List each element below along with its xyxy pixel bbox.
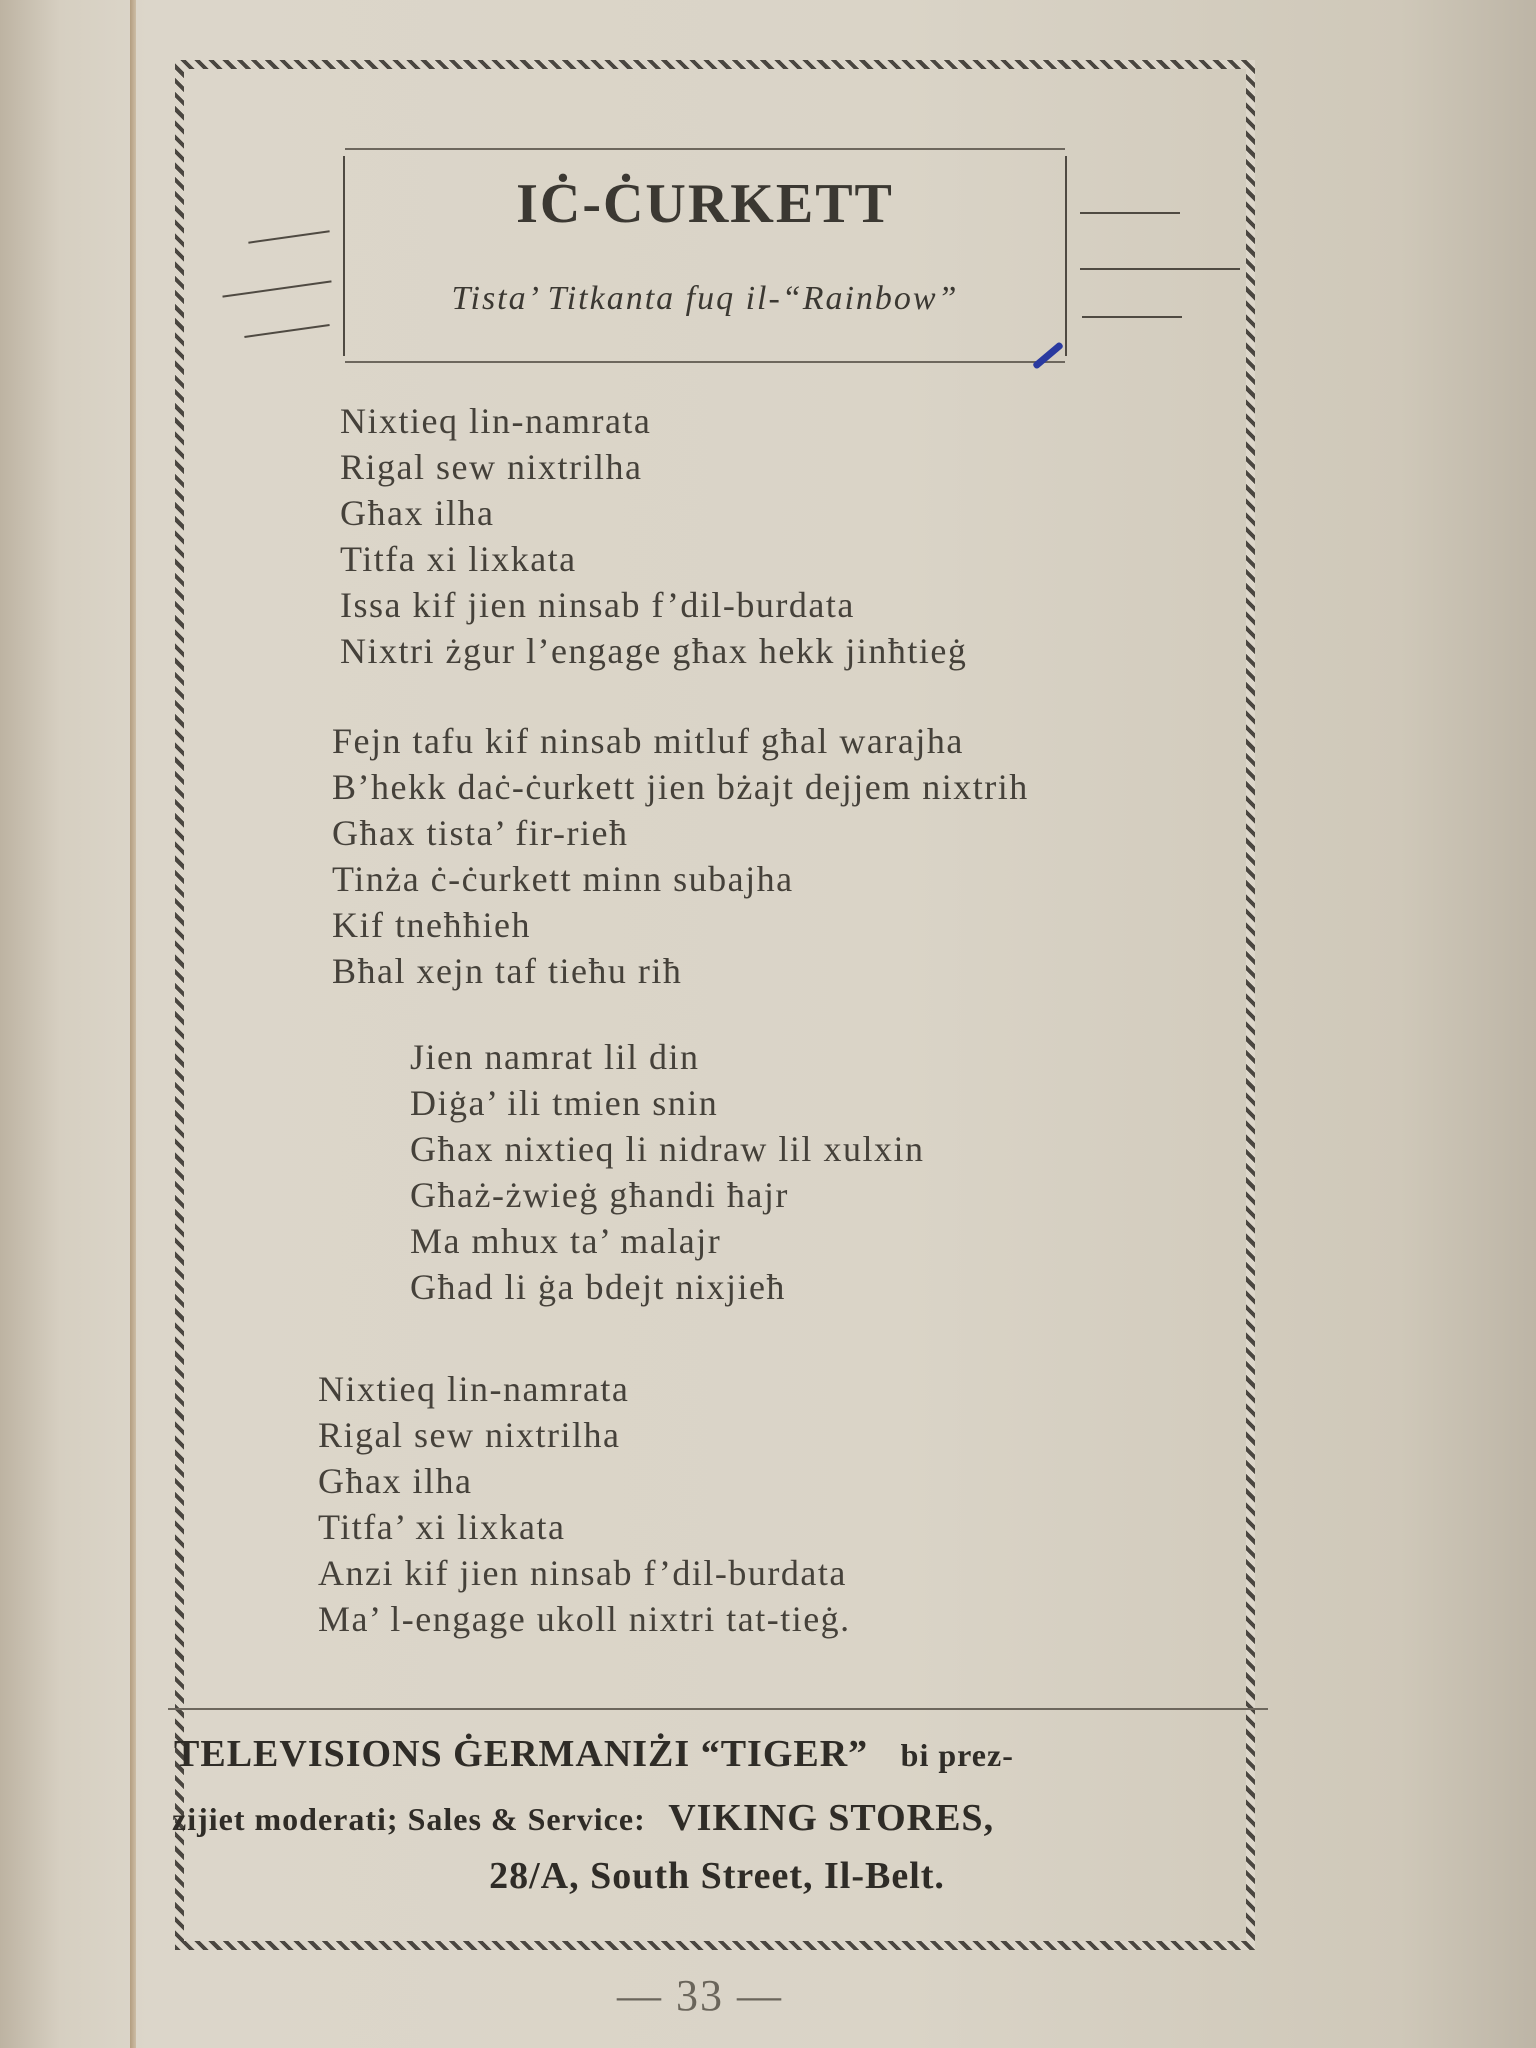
decorative-line	[1080, 212, 1180, 214]
ad-address: 28/A, South Street, Il-Belt.	[489, 1855, 945, 1897]
poem-line: Diġa’ ili tmien snin	[410, 1083, 719, 1123]
ad-text: TELEVISIONS ĠERMANIŻI “TIGER”	[174, 1733, 869, 1775]
book-gutter	[130, 0, 136, 2048]
ad-text: VIKING STORES,	[668, 1797, 995, 1839]
poem-line: Issa kif jien ninsab f’dil-burdata	[340, 585, 855, 625]
ad-line	[172, 1796, 994, 1840]
poem-line: Nixtri żgur l’engage għax hekk jinħtieġ	[340, 631, 968, 671]
page-title: IĊ-ĊURKETT	[516, 173, 894, 235]
stanza	[318, 1366, 851, 1642]
poem-line: Bħal xejn taf tieħu riħ	[332, 951, 683, 991]
stanza	[410, 1034, 924, 1310]
stanza	[340, 398, 967, 674]
poem-line: Għax ilha	[318, 1461, 473, 1501]
poem-line: Tinża ċ-ċurkett minn subajha	[332, 859, 794, 899]
poem-line: Fejn tafu kif ninsab mitluf għal warajha	[332, 721, 964, 761]
poem-line: Kif tneħħieh	[332, 905, 531, 945]
poem-line: B’hekk daċ-ċurkett jien bżajt dejjem nixtrih	[332, 767, 1029, 807]
ad-line	[174, 1732, 1014, 1776]
stanza	[332, 718, 1029, 994]
divider	[168, 1708, 1268, 1710]
decorative-line	[1080, 268, 1240, 270]
poem-line: Anzi kif jien ninsab f’dil-burdata	[318, 1553, 847, 1593]
poem-line: Rigal sew nixtrilha	[318, 1415, 621, 1455]
page-number: — 33 —	[617, 1971, 783, 2020]
poem-line: Għax tista’ fir-rieħ	[332, 813, 629, 853]
poem-line: Għaż-żwieġ għandi ħajr	[410, 1175, 789, 1215]
poem-line: Nixtieq lin-namrata	[340, 401, 652, 441]
poem-line: Ma’ l-engage ukoll nixtri tat-tieġ.	[318, 1599, 851, 1639]
poem-line: Titfa’ xi lixkata	[318, 1507, 566, 1547]
poem-line: Rigal sew nixtrilha	[340, 447, 643, 487]
ad-text: bi prez-	[900, 1737, 1014, 1773]
decorative-line	[1082, 316, 1182, 318]
poem-line: Għax ilha	[340, 493, 495, 533]
ad-text: zijiet moderati; Sales & Service:	[172, 1801, 646, 1837]
poem-line: Ma mhux ta’ malajr	[410, 1221, 722, 1261]
poem-line: Titfa xi lixkata	[340, 539, 577, 579]
poem-line: Nixtieq lin-namrata	[318, 1369, 630, 1409]
page-subtitle: Tista’ Titkanta fuq il-“Rainbow”	[451, 280, 959, 317]
poem-line: Jien namrat lil din	[410, 1037, 700, 1077]
poem-line: Għax nixtieq li nidraw lil xulxin	[410, 1129, 925, 1169]
poem-line: Għad li ġa bdejt nixjieħ	[410, 1267, 786, 1307]
